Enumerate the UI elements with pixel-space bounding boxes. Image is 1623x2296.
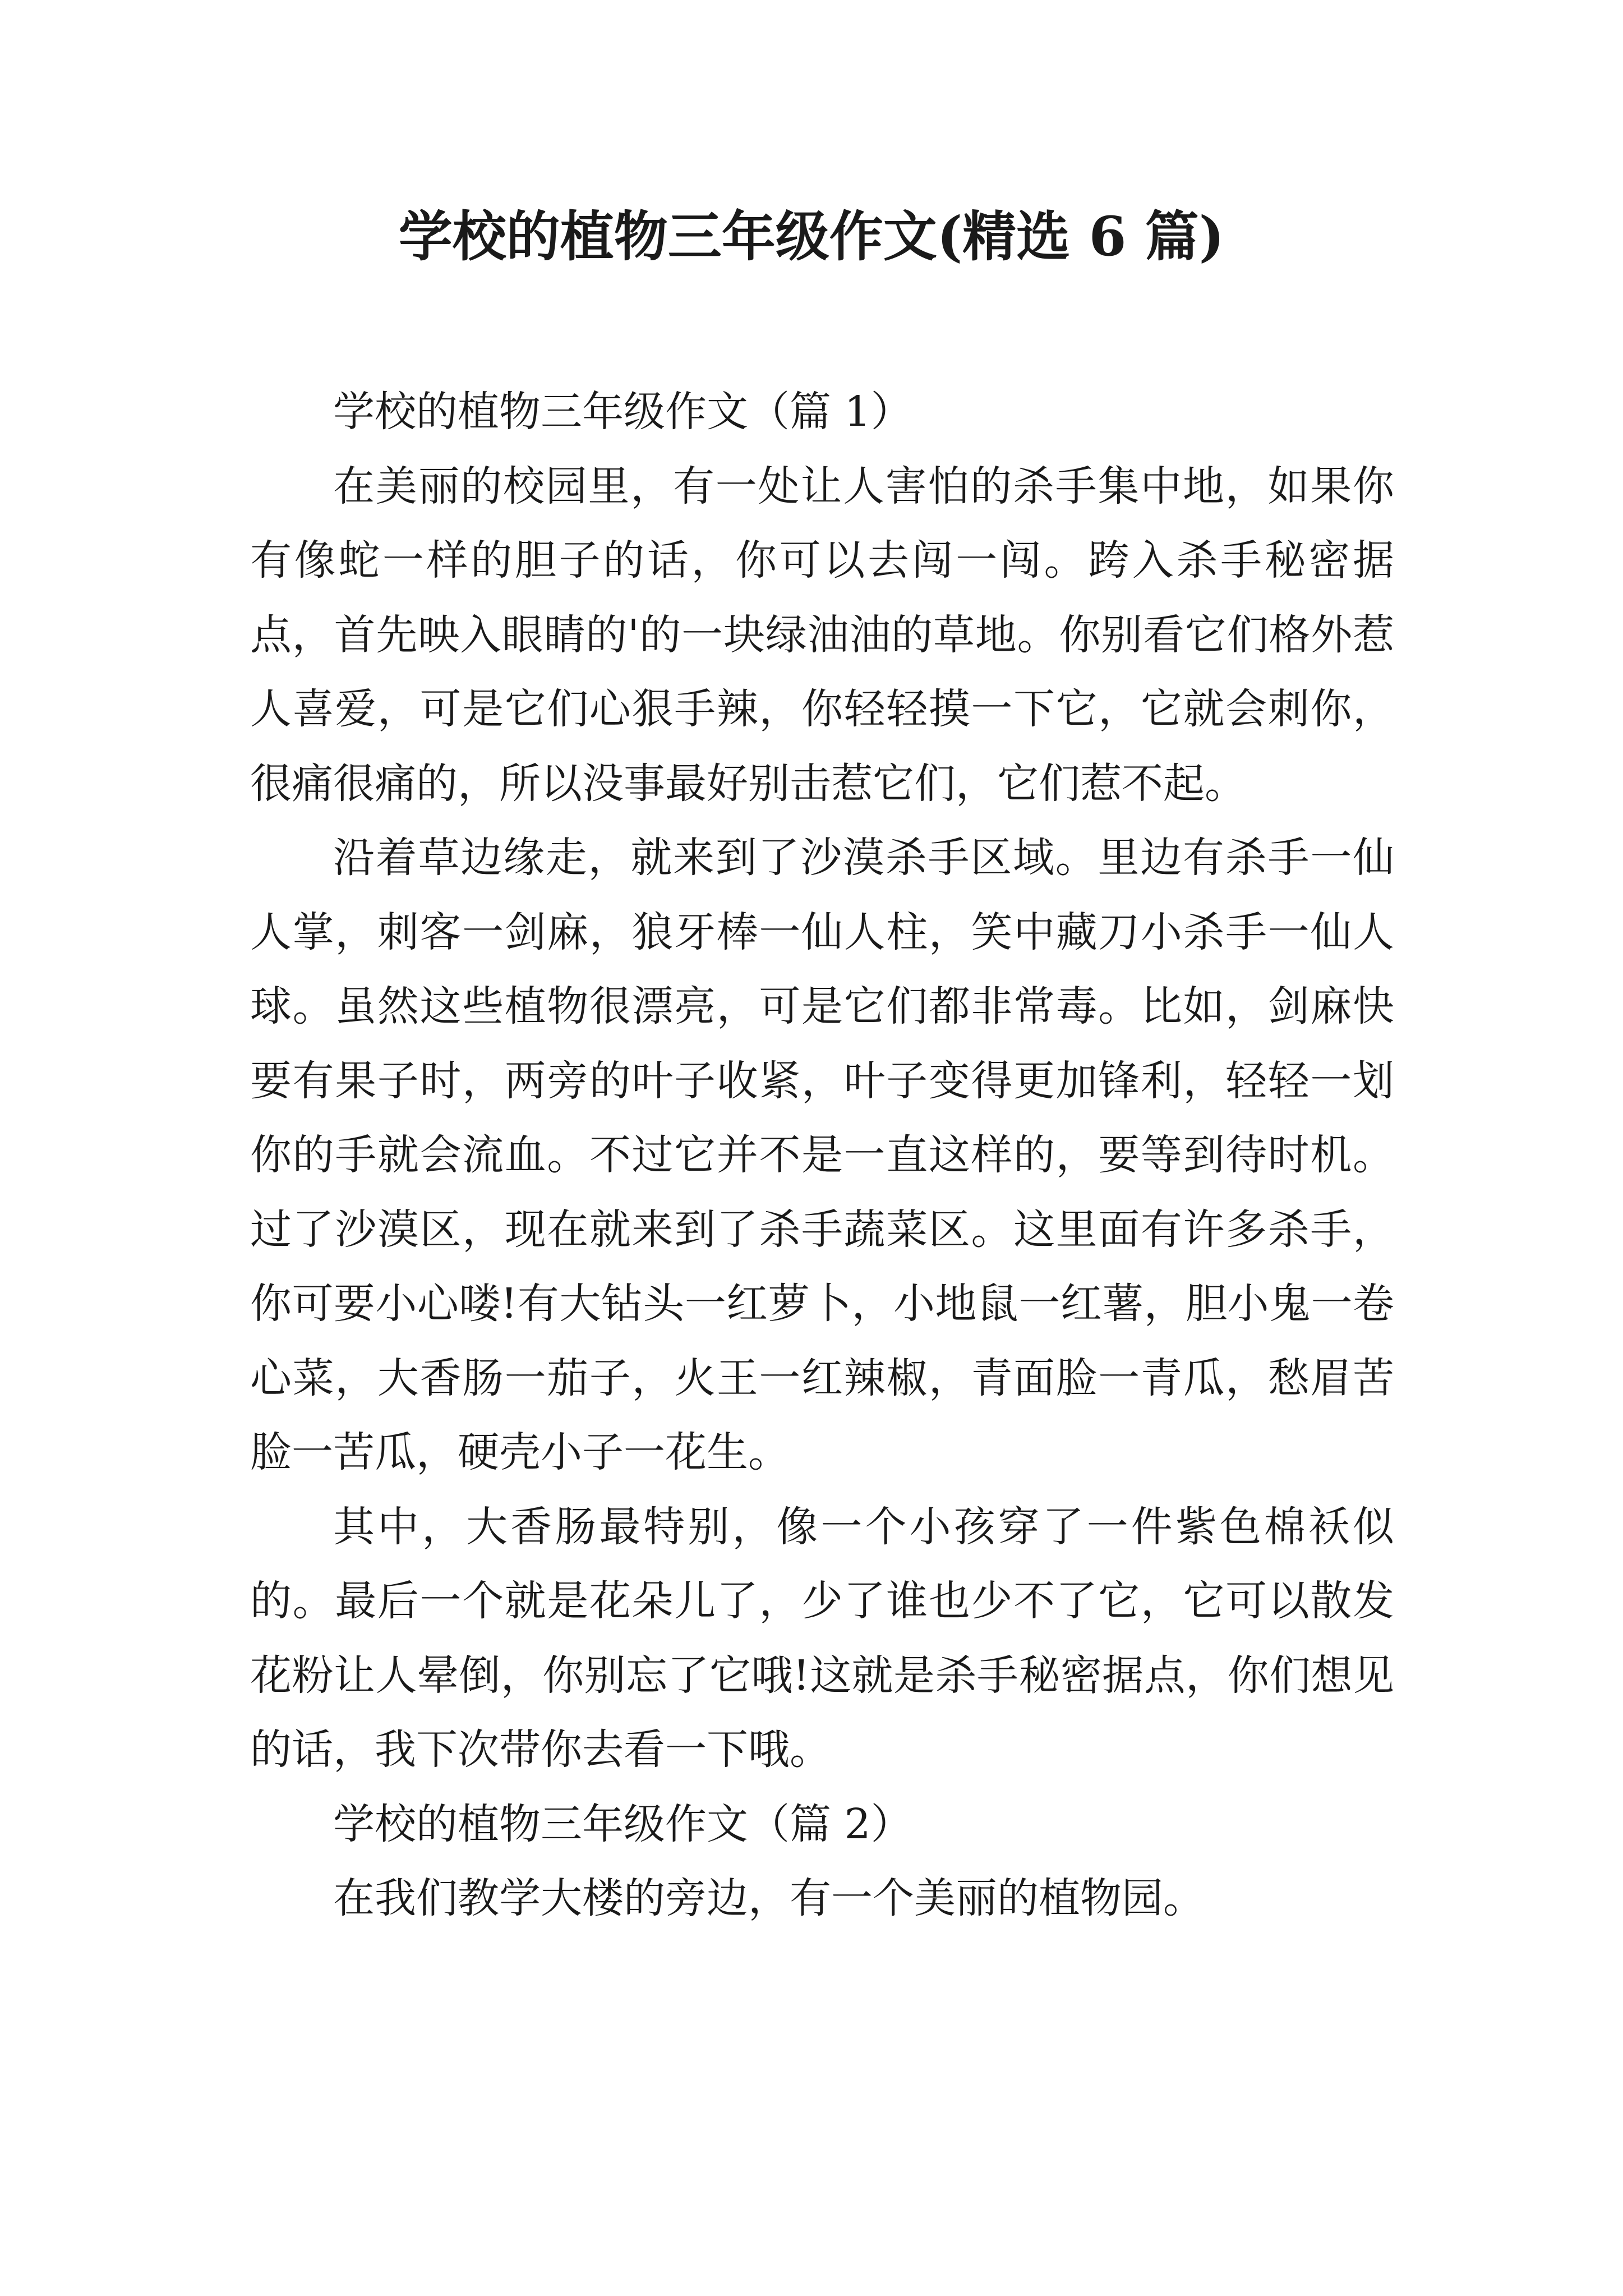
heading-essay-2: 学校的植物三年级作文（篇 2） (333, 1800, 912, 1848)
heading-essay-1: 学校的植物三年级作文（篇 1） (333, 388, 912, 436)
paragraph: 在美丽的校园里，有一处让人害怕的杀手集中地，如果你有像蛇一样的胆子的话，你可以去闯一闯。跨入杀手秘密据点，首先映入眼睛的'的一块绿油油的草地。你别看它们格外惹人喜爱，可是它们心狠手辣，你轻轻摸一下它，它就会刺你，很痛很痛的，所以没事最好别击惹它们，它们惹不起。 (250, 462, 1394, 808)
paragraph: 沿着草边缘走，就来到了沙漠杀手区域。里边有杀手一仙人掌，刺客一剑麻，狼牙棒一仙人柱，笑中藏刀小杀手一仙人球。虽然这些植物很漂亮，可是它们都非常毒。比如，剑麻快要有果子时，两旁的叶子收紧，叶子变得更加锋利，轻轻一划你的手就会流血。不过它并不是一直这样的，要等到待时机。过了沙漠区，现在就来到了杀手蔬菜区。这里面有许多杀手，你可要小心喽!有大钻头一红萝卜，小地鼠一红薯，胆小鬼一卷心菜，大香肠一茄子，火王一红辣椒，青面脸一青瓜，愁眉苦脸一苦瓜，硬壳小子一花生。 (250, 834, 1394, 1476)
document-body (250, 375, 1394, 1936)
paragraph: 其中，大香肠最特别，像一个小孩穿了一件紫色棉袄似的。最后一个就是花朵儿了，少了谁也少不了它，它可以散发花粉让人晕倒，你别忘了它哦!这就是杀手秘密据点，你们想见的话，我下次带你去看一下哦。 (250, 1502, 1394, 1774)
paragraph: 在我们教学大楼的旁边，有一个美丽的植物园。 (333, 1874, 1205, 1922)
document-title: 学校的植物三年级作文(精选 6 篇) (398, 205, 1225, 268)
